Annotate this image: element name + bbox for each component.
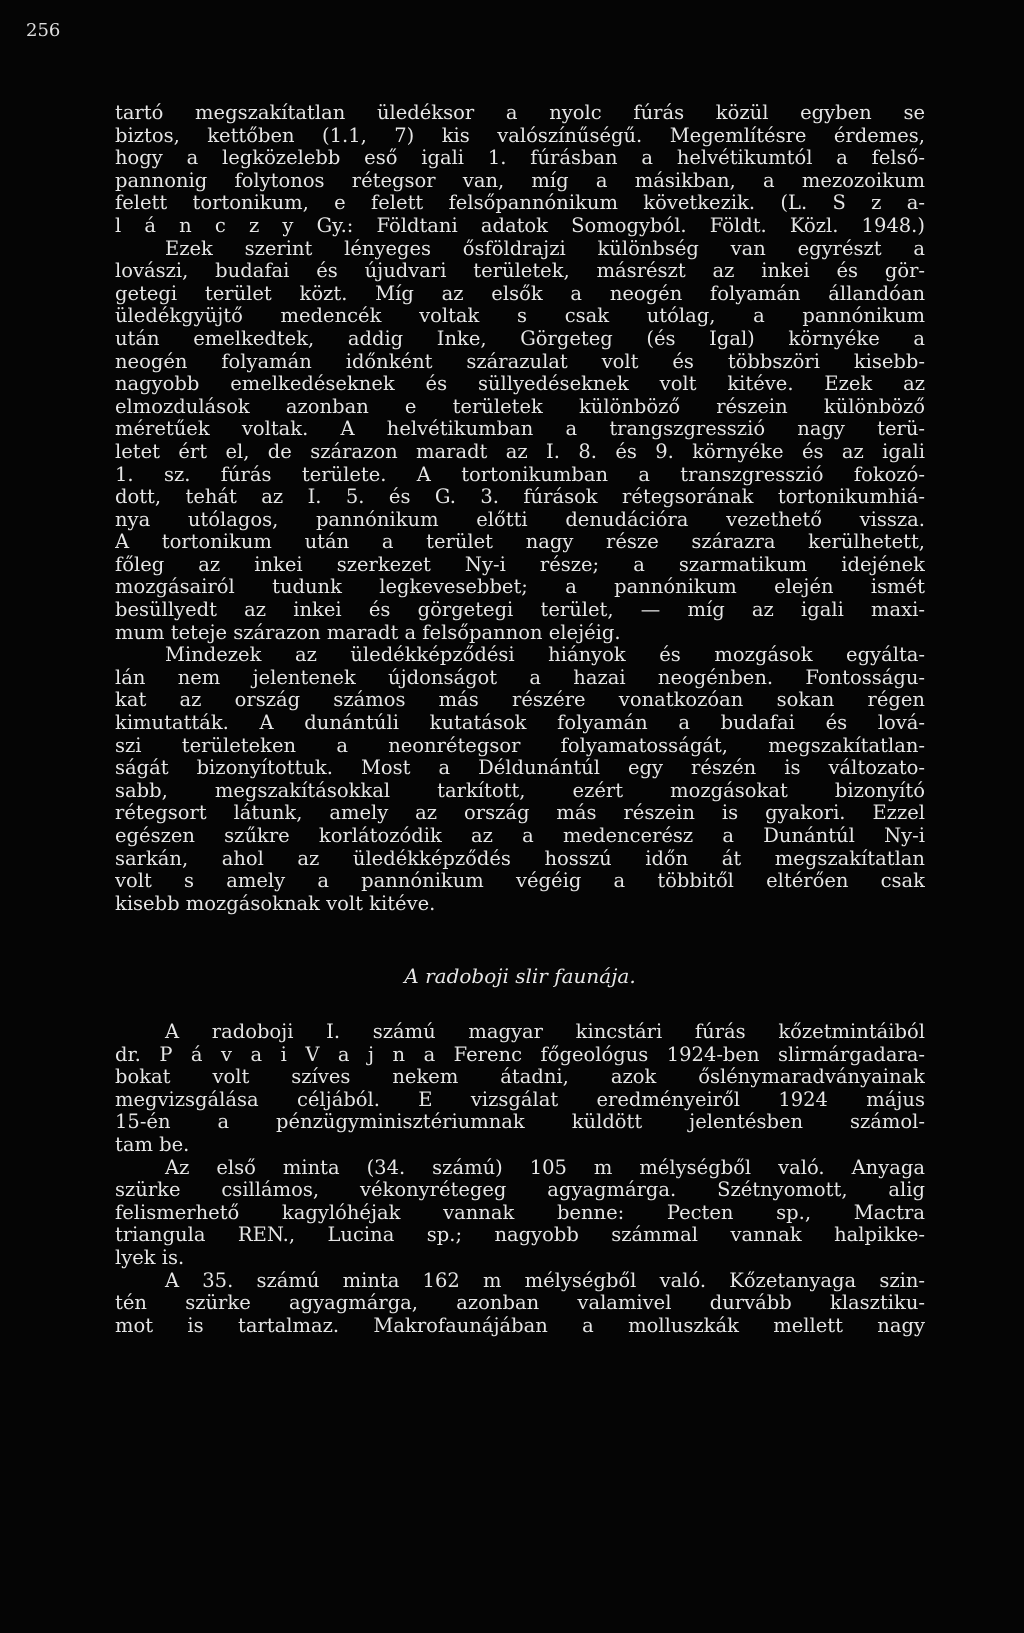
text-line: besüllyedt az inkei és görgetegi terület, — míg az igali maxi- [115, 599, 925, 622]
text-line: tartó megszakítatlan üledéksor a nyolc fúrás közül egyben se [115, 102, 925, 124]
text-line: sabb, megszakításokkal tarkított, ezért mozgásokat bizonyító [115, 779, 925, 802]
text-line: letet ért el, de szárazon maradt az I. 8. és 9. környéke és az igali [115, 440, 925, 463]
text-line: l á n c z y Gy.: Földtani adatok Somogyból. Földt. Közl. 1948.) [115, 214, 925, 237]
text-line: kat az ország számos más részére vonatkozóan sokan régen [115, 689, 925, 712]
text-line: biztos, kettőben (1.1, 7) kis valószínűségű. Megemlítésre érdemes, [115, 124, 925, 147]
text-line: tam be. [115, 1133, 190, 1156]
text-line: felismerhető kagylóhéjak vannak benne: Pecten sp., Mactra [115, 1201, 925, 1224]
text-line: lovászi, budafai és újudvari területek, másrészt az inkei és gör- [115, 260, 925, 283]
paragraph-1 [115, 102, 925, 238]
paragraph-2 [115, 238, 925, 645]
text-line: dr. P á v a i V a j n a Ferenc főgeológus 1924-ben slirmárgadara- [115, 1043, 925, 1066]
text-line: dott, tehát az I. 5. és G. 3. fúrások rétegsorának tortonikumhiá- [115, 486, 925, 509]
text-line: neogén folyamán időnként szárazulat volt és többszöri kisebb- [115, 350, 925, 373]
text-line: Ezek szerint lényeges ősföldrajzi különbség van egyrészt a [165, 237, 925, 260]
text-line: után emelkedtek, addig Inke, Görgeteg (és Igal) környéke a [115, 327, 925, 350]
text-column [115, 102, 925, 1337]
text-line: pannonig folytonos rétegsor van, míg a másikban, a mezozoikum [115, 169, 925, 192]
text-line: Mindezek az üledékképződési hiányok és mozgások egyálta- [165, 644, 925, 667]
paragraph-5 [115, 1157, 925, 1270]
text-line: sarkán, ahol az üledékképződés hosszú időn át megszakítatlan [115, 847, 925, 870]
text-line: bokat volt szíves nekem átadni, azok őslénymaradványainak [115, 1066, 925, 1089]
text-line: méretűek voltak. A helvétikumban a trangszgresszió nagy terü- [115, 418, 925, 441]
text-line: mum teteje szárazon maradt a felsőpannon elejéig. [115, 621, 621, 644]
text-line: lán nem jelentenek újdonságot a hazai neogénben. Fontosságu- [115, 666, 925, 689]
text-line: 15-én a pénzügyminisztériumnak küldött jelentésben számol- [115, 1111, 925, 1134]
text-line: egészen szűkre korlátozódik az a medencerész a Dunántúl Ny-i [115, 825, 925, 847]
text-line: megvizsgálása céljából. E vizsgálat eredményeiről 1924 május [115, 1088, 925, 1111]
paragraph-4 [115, 1021, 925, 1157]
paragraph-6 [115, 1270, 925, 1338]
text-line: üledékgyüjtő medencék voltak s csak utólag, a pannónikum [115, 305, 925, 328]
text-line: főleg az inkei szerkezet Ny-i része; a szarmatikum idejének [115, 553, 925, 576]
text-line: A radoboji I. számú magyar kincstári fúrás kőzetmintáiból [165, 1020, 925, 1043]
text-line: volt s amely a pannónikum végéig a többitől eltérően csak [115, 870, 925, 893]
text-line: hogy a legközelebb eső igali 1. fúrásban a helvétikumtól a felső- [115, 147, 925, 170]
text-line: A 35. számú minta 162 m mélységből való. Kőzetanyaga szin- [165, 1269, 925, 1292]
text-line: triangula REN., Lucina sp.; nagyobb számmal vannak halpikke- [115, 1224, 925, 1247]
text-line: Az első minta (34. számú) 105 m mélységből való. Anyaga [165, 1156, 925, 1179]
section-heading: A radoboji slir faunája. [404, 964, 636, 989]
text-line: rétegsort látunk, amely az ország más részein is gyakori. Ezzel [115, 802, 925, 825]
text-line: getegi terület közt. Míg az elsők a neogén folyamán állandóan [115, 282, 925, 305]
text-line: kisebb mozgásoknak volt kitéve. [115, 892, 436, 915]
text-line: szürke csillámos, vékonyrétegeg agyagmárga. Szétnyomott, alig [115, 1179, 925, 1202]
text-line: felett tortonikum, e felett felsőpannónikum következik. (L. S z a- [115, 192, 925, 215]
text-line: lyek is. [115, 1246, 185, 1269]
text-line: nya utólagos, pannónikum előtti denudációra vezethető vissza. [115, 508, 925, 531]
text-line: kimutatták. A dunántúli kutatások folyamán a budafai és lová- [115, 712, 925, 735]
text-line: ságát bizonyítottuk. Most a Déldunántúl egy részén is változato- [115, 757, 925, 780]
text-line: szi területeken a neonrétegsor folyamatosságát, megszakítatlan- [115, 734, 925, 757]
text-line: mot is tartalmaz. Makrofaunájában a molluszkák mellett nagy [115, 1314, 925, 1337]
text-line: 1. sz. fúrás területe. A tortonikumban a transzgresszió fokozó- [115, 463, 925, 486]
text-line: A tortonikum után a terület nagy része szárazra kerülhetett, [115, 531, 925, 554]
text-line: nagyobb emelkedéseknek és süllyedéseknek volt kitéve. Ezek az [115, 373, 925, 396]
page-number: 256 [26, 20, 61, 41]
text-line: mozgásairól tudunk legkevesebbet; a pannónikum elején ismét [115, 576, 925, 599]
text-line: elmozdulások azonban e területek különböző részein különböző [115, 395, 925, 418]
text-line: tén szürke agyagmárga, azonban valamivel durvább klasztiku- [115, 1292, 925, 1315]
paragraph-3 [115, 644, 925, 915]
